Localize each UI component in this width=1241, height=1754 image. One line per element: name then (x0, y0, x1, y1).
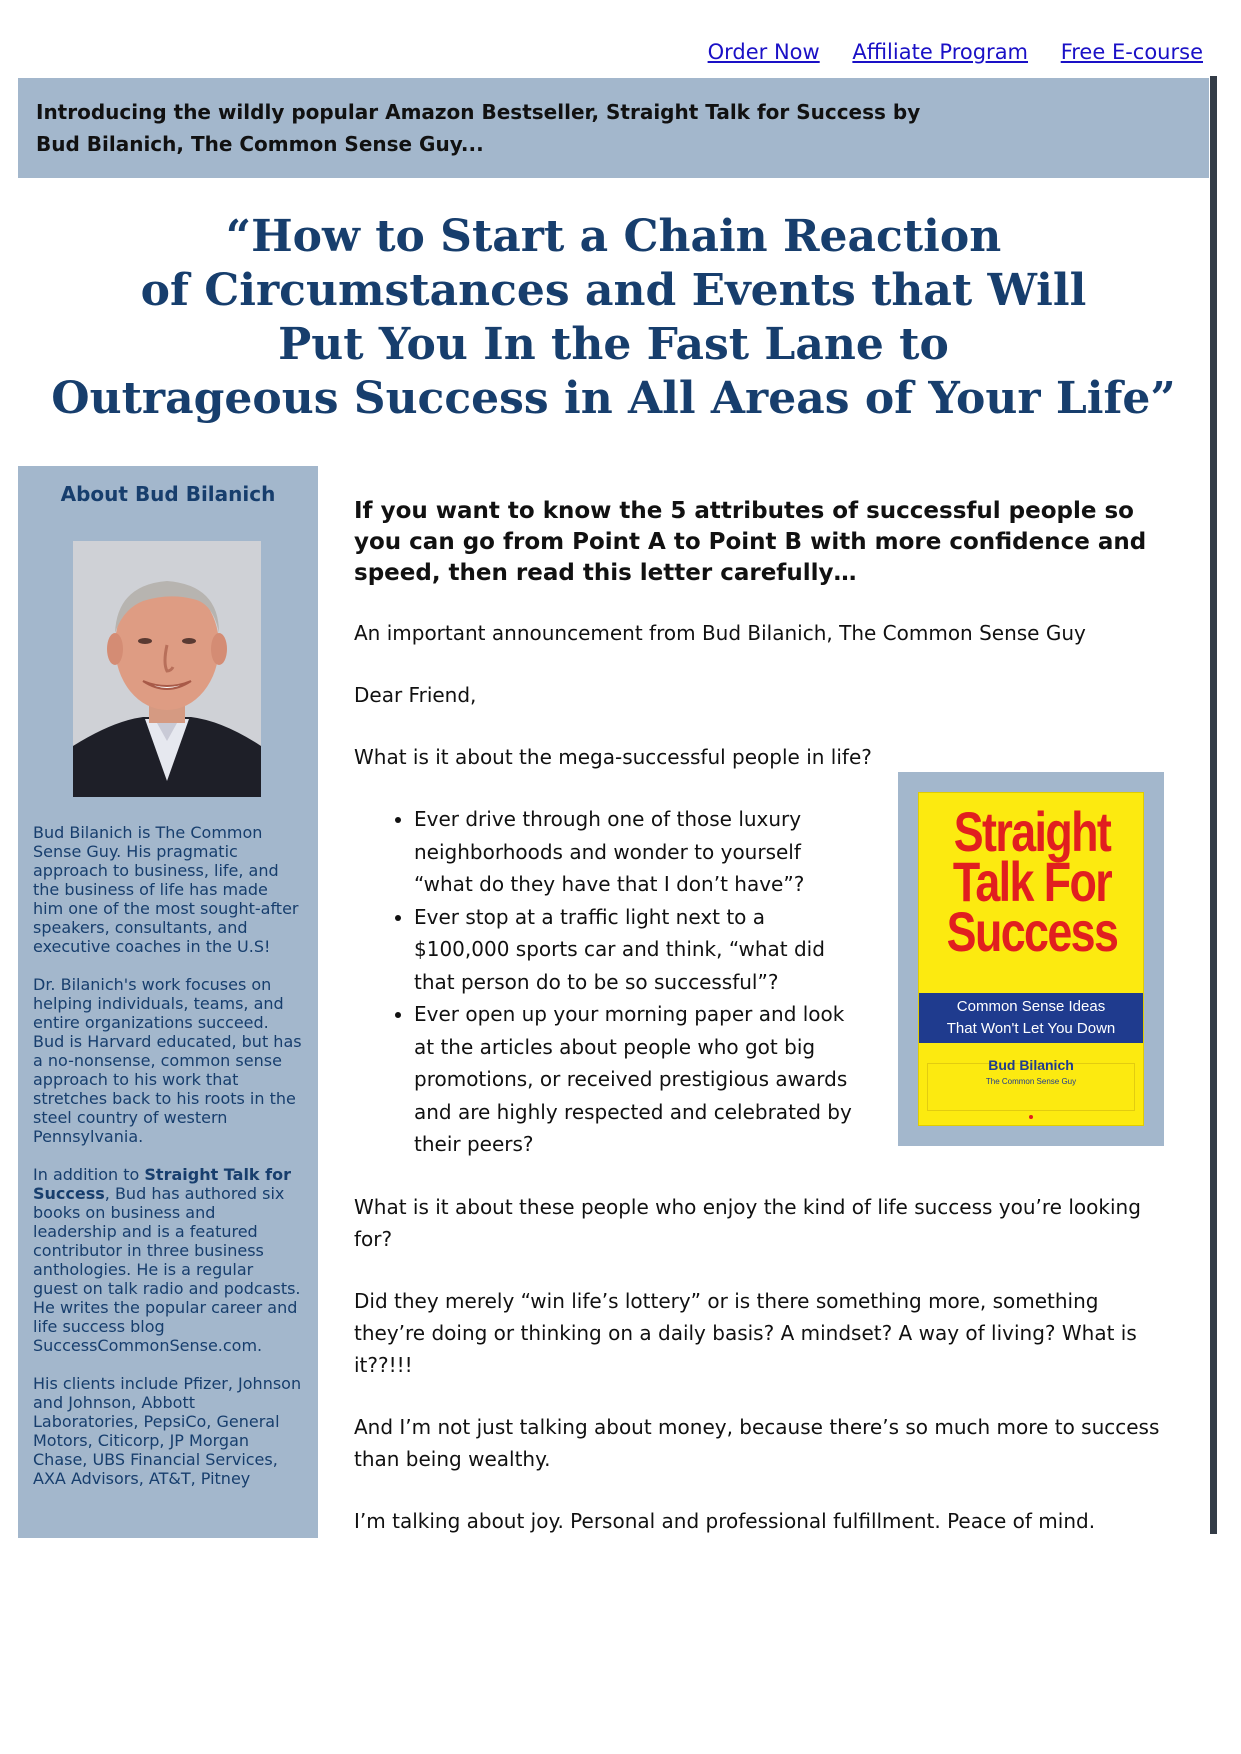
lead-paragraph: If you want to know the 5 attributes of successful people so you can go from Point A to Point B with more confidence and speed, then read this letter carefully… (354, 498, 1147, 586)
intro-text (36, 96, 1016, 160)
bio3-post: , Bud has authored six books on business and leadership and is a featured contributor in three business anthologies. He is a regular guest on talk radio and podcasts. He writes the popular career and life success blog SuccessCommonSense.com. (33, 1184, 301, 1355)
page-headline (18, 210, 1209, 426)
question: What is it about the mega-successful people in life? (354, 745, 872, 769)
headline-line-1: “How to Start a Chain Reaction (225, 211, 1002, 262)
free-ecourse-link[interactable]: Free E-course (1060, 40, 1203, 64)
book-cover (918, 792, 1144, 1126)
order-now-link[interactable]: Order Now (707, 40, 820, 64)
bio3-pre: In addition to (33, 1165, 145, 1184)
sidebar-title: About Bud Bilanich (60, 482, 276, 506)
author-photo (73, 541, 261, 797)
author-bio (33, 823, 303, 1507)
author-portrait-image (73, 541, 261, 797)
book-title-line-1: Straight (953, 800, 1111, 863)
bio-paragraph-2: Dr. Bilanich's work focuses on helping individuals, teams, and entire organizations succeed. Bud is Harvard educated, but has a no-nonsense, common sense approach to his work that stretches back to his roots in the steel country of western Pennsylvania. (33, 975, 302, 1146)
bio3-book-title: Straight Talk for Success (33, 1165, 291, 1203)
announcement: An important announcement from Bud Bilanich, The Common Sense Guy (354, 621, 1086, 645)
question-list (354, 803, 854, 1161)
book-author-tagline: The Common Sense Guy (985, 1077, 1077, 1086)
top-nav (0, 40, 1203, 64)
paragraph-4: I’m talking about joy. Personal and professional fulfillment. Peace of mind. (354, 1508, 1096, 1533)
paragraph-1: What is it about these people who enjoy the kind of life success you’re looking for? (354, 1194, 1141, 1251)
list-item: • Ever drive through one of those luxury neighborhoods and wonder to yourself “what do they have that I don’t have”? (414, 803, 854, 901)
book-author: Bud Bilanich (988, 1057, 1074, 1073)
book-title-line-3: Success (946, 900, 1118, 963)
book-cover-title (942, 800, 1123, 963)
headline-line-2: of Circumstances and Events that Will (140, 265, 1087, 316)
affiliate-program-link[interactable]: Affiliate Program (852, 40, 1029, 64)
bio-paragraph-4: His clients include Pfizer, Johnson and Johnson, Abbott Laboratories, PepsiCo, General Motors, Citicorp, JP Morgan Chase, UBS Financial Services, AXA Advisors, AT&T, Pitney (33, 1374, 302, 1488)
list-item: • Ever open up your morning paper and look at the articles about people who got big promotions, or received prestigious awards and are highly respected and celebrated by their peers? (414, 998, 854, 1161)
book-cover-frame (898, 772, 1164, 1146)
paragraph-3: And I’m not just talking about money, because there’s so much more to success than being wealthy. (354, 1414, 1160, 1471)
paragraph-2: Did they merely “win life’s lottery” or is there something more, something they’re doing or thinking on a daily basis? A mindset? A way of living? What is it??!!! (354, 1288, 1137, 1377)
publisher-dot-icon (1029, 1115, 1033, 1119)
about-sidebar (18, 466, 318, 1538)
book-title-line-2: Talk For (952, 850, 1112, 913)
list-item: • Ever stop at a traffic light next to a $100,000 sports car and think, “what did that person do to be so successful”? (414, 901, 854, 999)
intro-line-2: Bud Bilanich, The Common Sense Guy... (36, 132, 484, 156)
book-subtitle-band (919, 993, 1143, 1043)
intro-banner (18, 78, 1209, 178)
book-subtitle-line-2: That Won't Let You Down (946, 1020, 1116, 1037)
greeting: Dear Friend, (354, 683, 477, 707)
intro-line-1: Introducing the wildly popular Amazon Bestseller, Straight Talk for Success by (36, 100, 921, 124)
bio-paragraph-3 (33, 1165, 303, 1355)
headline-line-3: Put You In the Fast Lane to (278, 319, 949, 370)
bio-paragraph-1: Bud Bilanich is The Common Sense Guy. His pragmatic approach to business, life, and the business of life has made him one of the most sought-after speakers, consultants, and executive coaches in the U.S! (33, 823, 299, 956)
headline-line-4: Outrageous Success in All Areas of Your Life” (51, 373, 1176, 424)
book-subtitle-line-1: Common Sense Ideas (956, 998, 1106, 1015)
